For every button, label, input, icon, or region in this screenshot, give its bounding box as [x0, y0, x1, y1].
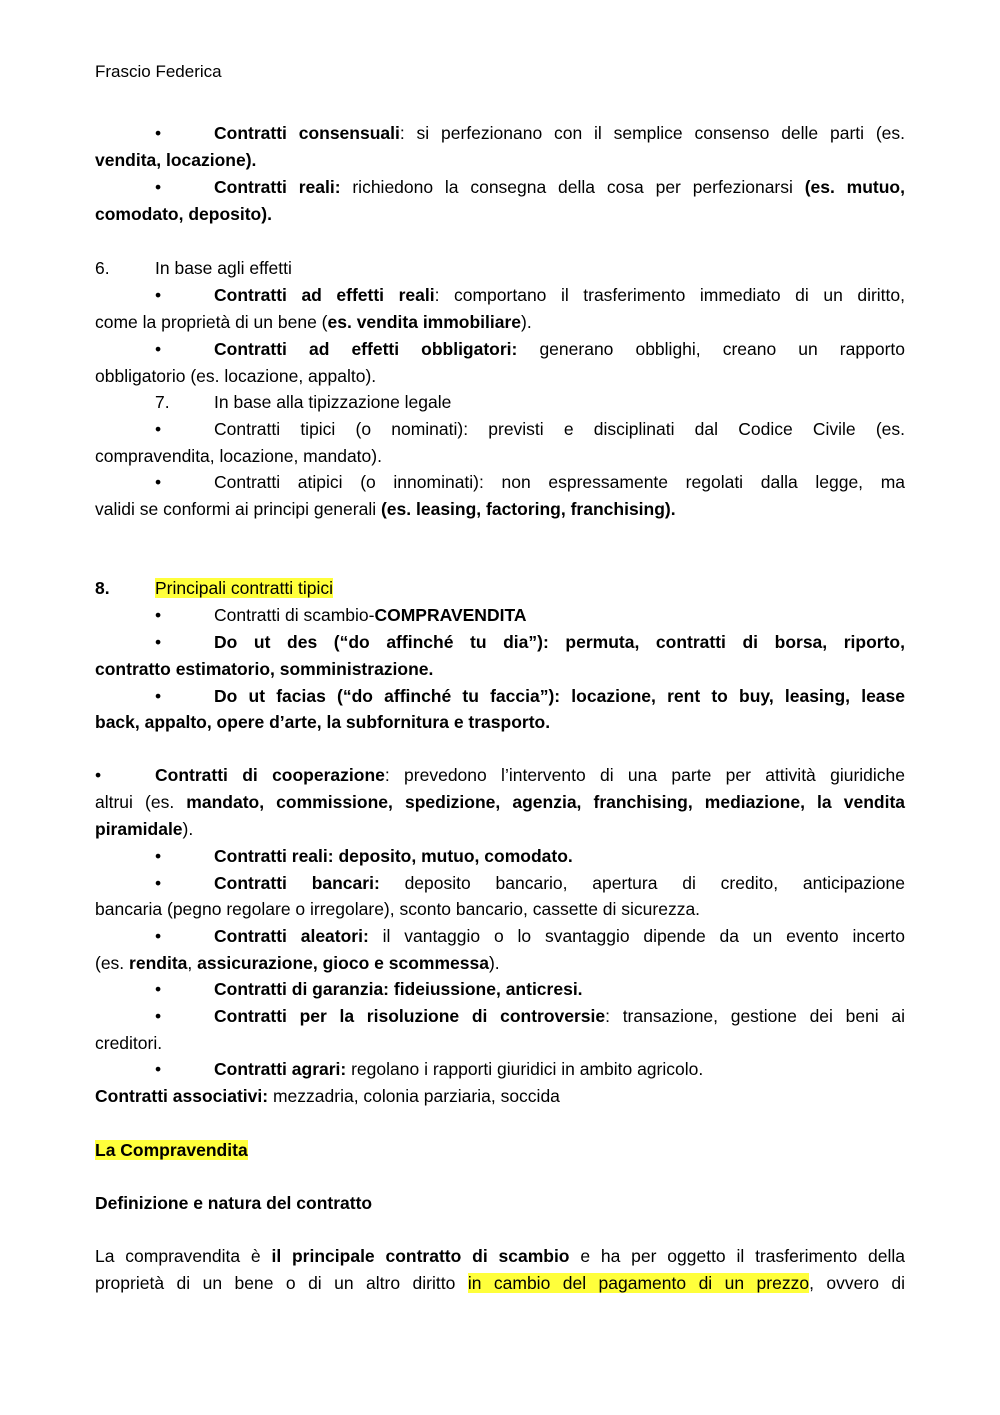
- line-text: [214, 389, 905, 416]
- bold-text: es. vendita immobiliare: [327, 312, 522, 332]
- bold-text: Contratti reali: deposito, mutuo, comodato.: [214, 846, 573, 866]
- text-run: : prevedono l’intervento di una parte per attività giuridiche: [384, 765, 906, 785]
- text-run: La compravendita è: [95, 1246, 272, 1266]
- line-text: [214, 683, 905, 710]
- bullet-marker: •: [155, 472, 162, 492]
- bullet-marker: •: [155, 632, 162, 652]
- text-line: [95, 309, 905, 336]
- bold-text: Contratti consensuali: [214, 123, 400, 143]
- text-line: [95, 255, 905, 282]
- bullet-marker: •: [155, 873, 162, 893]
- text-line: [95, 762, 905, 789]
- text-run: creditori.: [95, 1033, 163, 1053]
- text-line: [95, 656, 905, 683]
- line-text: [95, 201, 905, 228]
- bold-text: assicurazione, gioco e scommessa: [197, 953, 489, 973]
- bold-text: Contratti ad effetti obbligatori:: [214, 339, 518, 359]
- text-line: [95, 1030, 905, 1057]
- bullet-marker: •: [155, 285, 162, 305]
- line-text: [95, 1270, 905, 1297]
- text-run: regolano i rapporti giuridici in ambito agricolo.: [346, 1059, 704, 1079]
- bullet-marker: •: [155, 177, 162, 197]
- text-run: bancaria (pegno regolare o irregolare), sconto bancario, cassette di sicurezza.: [95, 899, 701, 919]
- text-line: [95, 416, 905, 443]
- text-line: [95, 1003, 905, 1030]
- bold-text: Contratti ad effetti reali: [214, 285, 435, 305]
- line-text: [214, 469, 905, 496]
- list-number: 8.: [95, 578, 110, 598]
- text-line: [95, 683, 905, 710]
- bold-text: Definizione e natura del contratto: [95, 1193, 373, 1213]
- text-line: [95, 602, 905, 629]
- line-text: [95, 656, 905, 683]
- line-text: [214, 602, 905, 629]
- bold-text: (es. mutuo,: [804, 177, 905, 197]
- text-run: In base agli effetti: [155, 258, 292, 278]
- text-run: : si perfezionano con il semplice consenso delle parti (es.: [399, 123, 906, 143]
- text-run: ).: [182, 819, 194, 839]
- text-line: [95, 469, 905, 496]
- highlighted-text: La Compravendita: [95, 1140, 248, 1160]
- text-line: [95, 976, 905, 1003]
- bold-text: Contratti bancari:: [214, 873, 380, 893]
- bullet-marker: •: [95, 765, 102, 785]
- text-line: [95, 496, 905, 523]
- highlighted-text: Principali contratti tipici: [155, 578, 333, 598]
- text-run: validi se conformi ai principi generali: [95, 499, 381, 519]
- text-line: [95, 201, 905, 228]
- line-text: [214, 1056, 905, 1083]
- line-text: [95, 363, 905, 390]
- text-line: [95, 174, 905, 201]
- text-run: , ovvero di: [809, 1273, 906, 1293]
- line-text: [95, 443, 905, 470]
- line-text: [214, 923, 905, 950]
- text-run: In base alla tipizzazione legale: [214, 392, 452, 412]
- text-run: ).: [521, 312, 532, 332]
- text-run: il vantaggio o lo svantaggio dipende da un evento incerto: [368, 926, 905, 946]
- text-run: (es.: [95, 953, 130, 973]
- bold-text: COMPRAVENDITA: [374, 605, 527, 625]
- text-line: [95, 443, 905, 470]
- text-line: [95, 282, 905, 309]
- line-text: [95, 147, 905, 174]
- bullet-marker: •: [155, 926, 162, 946]
- list-number: 6.: [95, 258, 110, 278]
- text-run: obbligatorio (es. locazione, appalto).: [95, 366, 377, 386]
- bold-text: vendita, locazione).: [95, 150, 257, 170]
- line-text: [95, 896, 905, 923]
- line-text: [214, 416, 905, 443]
- bullet-marker: •: [155, 605, 162, 625]
- text-line: [95, 950, 905, 977]
- line-text: [214, 629, 905, 656]
- line-text: [95, 1030, 905, 1057]
- line-text: [95, 816, 905, 843]
- text-line: [95, 120, 905, 147]
- bold-text: Contratti associativi:: [95, 1086, 269, 1106]
- text-run: deposito bancario, apertura di credito, anticipazione: [379, 873, 905, 893]
- bold-text: (es. leasing, factoring, franchising).: [380, 499, 676, 519]
- line-text: [155, 255, 905, 282]
- text-line: [95, 629, 905, 656]
- bold-text: comodato, deposito).: [95, 204, 272, 224]
- bold-text: piramidale: [95, 819, 183, 839]
- bold-text: Do ut facias (“do affinché tu faccia”): locazione, rent to buy, leasing, lease: [214, 686, 905, 706]
- text-line: [95, 870, 905, 897]
- line-text: [95, 1190, 905, 1217]
- highlighted-text: in cambio del pagamento di un prezzo: [467, 1273, 810, 1293]
- text-line: [95, 1056, 905, 1083]
- line-text: [214, 120, 905, 147]
- text-line: [95, 147, 905, 174]
- line-text: [95, 789, 905, 816]
- text-run: Contratti atipici (o innominati): non espressamente regolati dalla legge, ma: [214, 472, 905, 492]
- bold-text: back, appalto, opere d’arte, la subfornitura e trasporto.: [95, 712, 551, 732]
- text-line: [95, 1083, 905, 1110]
- line-text: [155, 762, 905, 789]
- text-line: [95, 336, 905, 363]
- text-run: Contratti tipici (o nominati): previsti e disciplinati dal Codice Civile (es.: [214, 419, 905, 439]
- bold-text: mandato, commissione, spedizione, agenzia, franchising, mediazione, la vendita: [186, 792, 906, 812]
- bold-text: Contratti di cooperazione: [155, 765, 385, 785]
- text-line: [95, 389, 905, 416]
- text-run: compravendita, locazione, mandato).: [95, 446, 382, 466]
- bullet-marker: •: [155, 339, 162, 359]
- list-number: 7.: [155, 392, 170, 412]
- text-line: [95, 816, 905, 843]
- text-run: : transazione, gestione dei beni ai: [605, 1006, 905, 1026]
- text-run: generano obblighi, creano un rapporto: [517, 339, 905, 359]
- text-line: [95, 575, 905, 602]
- bullet-marker: •: [155, 1006, 162, 1026]
- bold-text: Contratti aleatori:: [214, 926, 369, 946]
- line-text: [214, 843, 905, 870]
- text-line: [95, 843, 905, 870]
- bold-text: Contratti agrari:: [214, 1059, 347, 1079]
- text-line: [95, 1270, 905, 1297]
- text-line: [95, 896, 905, 923]
- text-run: come la proprietà di un bene (: [95, 312, 328, 332]
- bold-text: rendita: [129, 953, 188, 973]
- bold-text: Contratti di garanzia: fideiussione, anticresi.: [214, 979, 583, 999]
- text-line: [95, 789, 905, 816]
- text-run: : comportano il trasferimento immediato di un diritto,: [434, 285, 906, 305]
- page-header-author: Frascio Federica: [95, 62, 222, 81]
- bold-text: contratto estimatorio, somministrazione.: [95, 659, 434, 679]
- bullet-marker: •: [155, 686, 162, 706]
- bullet-marker: •: [155, 123, 162, 143]
- text-run: altrui (es.: [95, 792, 187, 812]
- bold-text: Do ut des (“do affinché tu dia”): permuta, contratti di borsa, riporto,: [214, 632, 905, 652]
- line-text: [95, 1137, 905, 1164]
- bold-text: Contratti per la risoluzione di controversie: [214, 1006, 606, 1026]
- line-text: [214, 1003, 905, 1030]
- bullet-marker: •: [155, 979, 162, 999]
- line-text: [95, 496, 905, 523]
- line-text: [95, 709, 905, 736]
- text-line: [95, 1243, 905, 1270]
- line-text: [95, 309, 905, 336]
- text-run: ).: [488, 953, 500, 973]
- text-line: [95, 709, 905, 736]
- line-text: [155, 575, 905, 602]
- line-text: [214, 174, 905, 201]
- text-line: [95, 363, 905, 390]
- text-run: ,: [187, 953, 198, 973]
- text-run: richiedono la consegna della cosa per perfezionarsi: [340, 177, 805, 197]
- text-run: Contratti di scambio-: [214, 605, 375, 625]
- bullet-marker: •: [155, 846, 162, 866]
- line-text: [214, 336, 905, 363]
- line-text: [214, 870, 905, 897]
- text-run: e ha per oggetto il trasferimento della: [569, 1246, 905, 1266]
- text-line: [95, 1190, 905, 1217]
- bullet-marker: •: [155, 1059, 162, 1079]
- text-run: mezzadria, colonia parziaria, soccida: [268, 1086, 560, 1106]
- text-line: [95, 923, 905, 950]
- line-text: [214, 282, 905, 309]
- bold-text: Contratti reali:: [214, 177, 341, 197]
- bullet-marker: •: [155, 419, 162, 439]
- text-line: [95, 1137, 905, 1164]
- bold-text: il principale contratto di scambio: [271, 1246, 570, 1266]
- line-text: [95, 950, 905, 977]
- line-text: [214, 976, 905, 1003]
- line-text: [95, 1083, 905, 1110]
- text-run: proprietà di un bene o di un altro diritto: [95, 1273, 468, 1293]
- line-text: [95, 1243, 905, 1270]
